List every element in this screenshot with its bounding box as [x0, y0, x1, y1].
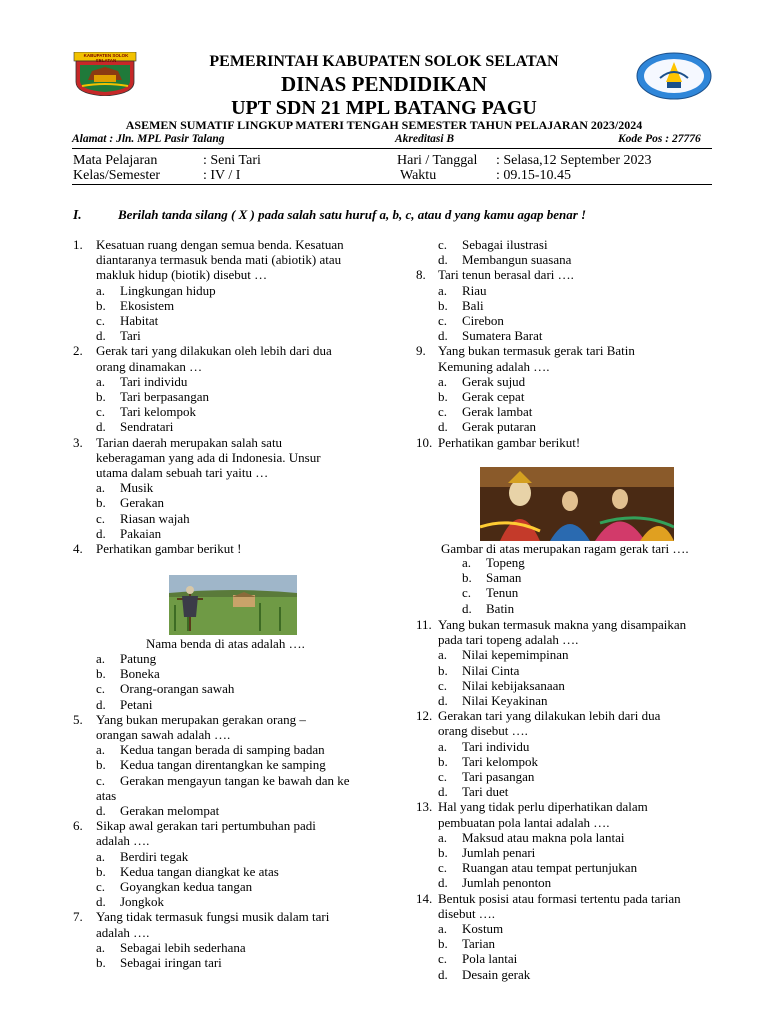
option-letter: b. — [96, 495, 106, 511]
option-letter: d. — [438, 875, 448, 891]
question-text: keberagaman yang ada di Indonesia. Unsur — [96, 449, 321, 465]
question-number: 10. — [416, 434, 433, 450]
option-letter: c. — [96, 404, 106, 420]
option-text: Desain gerak — [462, 966, 531, 982]
question-text: Gerak tari yang dilakukan oleh lebih dari dua — [96, 343, 332, 359]
time-label: Waktu — [400, 168, 437, 183]
option-letter: b. — [96, 863, 106, 879]
option-text: Patung — [120, 651, 157, 666]
question-text: Gerakan tari yang dilakukan lebih dari dua — [438, 708, 661, 724]
question-text: Tari tenun berasal dari …. — [438, 267, 574, 283]
option-text: Membangun suasana — [462, 252, 572, 268]
header-assessment-title: ASEMEN SUMATIF LINGKUP MATERI TENGAH SEMESTER TAHUN PELAJARAN 2023/2024 — [125, 118, 643, 132]
option-letter: d. — [96, 894, 106, 910]
question-text: Hal yang tidak perlu diperhatikan dalam — [438, 799, 648, 815]
question-text: pada tari topeng adalah …. — [438, 632, 579, 648]
question-text: Yang bukan merupakan gerakan orang – — [96, 711, 306, 727]
option-letter: d. — [96, 696, 106, 712]
question-text: adalah …. — [96, 833, 150, 849]
option-text: Tari kelompok — [462, 753, 538, 769]
question-text: Tarian daerah merupakan salah satu — [96, 434, 283, 450]
option-letter: a. — [96, 480, 106, 496]
option-text: Riau — [462, 282, 487, 298]
option-letter: c. — [462, 585, 472, 601]
header-address: Alamat : Jln. MPL Pasir Talang — [72, 133, 225, 145]
option-text: Tari duet — [462, 784, 509, 800]
option-letter: b. — [96, 666, 106, 682]
option-letter: c. — [438, 677, 448, 693]
scarecrow-photo — [169, 575, 297, 635]
question-number: 2. — [73, 343, 83, 359]
option-text: Saman — [486, 570, 522, 586]
question-text: makluk hidup (biotik) disebut … — [96, 267, 268, 283]
option-letter: c. — [438, 951, 448, 967]
question-text: Kesatuan ruang dengan semua benda. Kesatuan — [96, 237, 344, 252]
option-text: Sendratari — [120, 419, 174, 435]
class-label: Kelas/Semester — [73, 168, 161, 183]
option-letter: a. — [462, 555, 472, 570]
option-letter: d. — [96, 525, 106, 541]
subject-value: : Seni Tari — [203, 153, 261, 168]
option-text: Pakaian — [120, 525, 162, 541]
option-text: Jumlah penonton — [462, 875, 552, 891]
question-text: Yang tidak termasuk fungsi musik dalam tari — [96, 909, 330, 925]
option-text: Berdiri tegak — [120, 848, 189, 864]
option-letter: d. — [438, 693, 448, 708]
option-letter: a. — [96, 651, 106, 666]
option-letter: c. — [438, 237, 448, 252]
option-text: Sebagai lebih sederhana — [120, 939, 246, 955]
option-text: Jumlah penari — [462, 845, 536, 860]
option-text: Tari pasangan — [462, 769, 535, 784]
mask-dance-image-icon — [480, 467, 674, 541]
question-text: adalah …. — [96, 924, 150, 940]
option-text: Kedua tangan berada di samping badan — [120, 742, 325, 758]
question-text: utama dalam sebuah tari yaitu … — [96, 465, 269, 480]
option-text: Ekosistem — [120, 297, 175, 313]
option-text: Kostum — [462, 921, 504, 936]
option-text: Gerak cepat — [462, 389, 525, 404]
question-number: 4. — [73, 541, 83, 556]
option-letter: c. — [96, 313, 106, 328]
option-text: Bali — [462, 297, 484, 313]
option-letter: d. — [96, 328, 106, 344]
header-accreditation: Akreditasi B — [395, 133, 455, 145]
option-text: Tari berpasangan — [120, 389, 209, 404]
option-text: Tari — [120, 328, 141, 344]
option-text: Maksud atau makna pola lantai — [462, 829, 625, 845]
time-value: : 09.15-10.45 — [496, 168, 572, 183]
day-label: Hari / Tanggal — [397, 153, 478, 168]
section-number: I. — [73, 207, 82, 222]
question-number: 11. — [416, 617, 432, 632]
question-number: 13. — [416, 799, 433, 815]
option-text: Kedua tangan direntangkan ke samping — [120, 757, 326, 773]
question-text: Sikap awal gerakan tari pertumbuhan padi — [96, 818, 316, 834]
option-letter: a. — [96, 848, 106, 864]
option-letter: c. — [96, 510, 106, 526]
option-letter: b. — [438, 753, 448, 769]
option-letter: a. — [438, 647, 448, 663]
question-text: atas — [96, 787, 117, 803]
option-text: Tenun — [486, 585, 519, 601]
header-school: UPT SDN 21 MPL BATANG PAGU — [231, 97, 537, 119]
option-letter: b. — [438, 662, 448, 678]
class-value: : IV / I — [203, 168, 241, 183]
option-text: Cirebon — [462, 313, 504, 328]
question-number: 9. — [416, 343, 426, 359]
option-text: Gerak sujud — [462, 373, 526, 389]
mask-dance-photo — [480, 467, 674, 541]
option-text: Nilai Keyakinan — [462, 693, 548, 708]
option-text: Ruangan atau tempat pertunjukan — [462, 860, 638, 876]
subject-label: Mata Pelajaran — [73, 153, 158, 168]
option-text: Gerak lambat — [462, 404, 533, 420]
section-instruction: Berilah tanda silang ( X ) pada salah satu huruf a, b, c, atau d yang kamu agap benar ! — [118, 207, 587, 222]
question-text: Kemuning adalah …. — [438, 358, 550, 374]
option-text: Pola lantai — [462, 951, 518, 967]
option-letter: a. — [438, 829, 448, 845]
option-text: Orang-orangan sawah — [120, 681, 235, 697]
option-text: Jongkok — [120, 894, 165, 910]
option-letter: b. — [96, 757, 106, 773]
question-text: Perhatikan gambar berikut ! — [96, 541, 242, 556]
option-letter: a. — [438, 282, 448, 298]
option-text: Sumatera Barat — [462, 328, 543, 344]
option-text: Gerakan melompat — [120, 803, 220, 818]
option-letter: a. — [438, 921, 448, 936]
question-text: Yang bukan termasuk makna yang disampaikan — [438, 617, 687, 632]
left-question-column — [0, 0, 1, 1]
header-postal-code: Kode Pos : 27776 — [618, 133, 701, 145]
option-letter: b. — [462, 570, 472, 586]
day-value: : Selasa,12 September 2023 — [496, 153, 652, 168]
option-letter: b. — [96, 955, 106, 970]
question-text: Perhatikan gambar berikut! — [438, 434, 581, 450]
option-letter: c. — [96, 681, 106, 697]
option-letter: c. — [438, 404, 448, 420]
option-text: Lingkungan hidup — [120, 282, 216, 298]
option-letter: c. — [96, 879, 106, 894]
logo-text: KABUPATEN SOLOK SELATAN — [83, 53, 129, 63]
option-letter: a. — [96, 939, 106, 955]
info-divider — [72, 184, 712, 185]
option-text: Nilai kepemimpinan — [462, 647, 569, 663]
option-text: Gerak putaran — [462, 419, 536, 435]
option-text: Petani — [120, 696, 153, 712]
option-letter: d. — [438, 419, 448, 435]
option-text: Sebagai iringan tari — [120, 955, 222, 970]
question-number: 12. — [416, 708, 433, 724]
option-text: Riasan wajah — [120, 510, 190, 526]
question-text: orang disebut …. — [438, 723, 528, 739]
option-letter: b. — [96, 297, 106, 313]
image-caption-left: Nama benda di atas adalah …. — [146, 636, 305, 651]
option-letter: d. — [438, 328, 448, 344]
option-text: Tari individu — [462, 738, 530, 754]
question-number: 7. — [73, 909, 83, 925]
option-letter: d. — [438, 784, 448, 800]
option-text: Gerakan mengayun tangan ke bawah dan ke — [120, 772, 350, 788]
option-text: Tari kelompok — [120, 404, 196, 420]
header-government: PEMERINTAH KABUPATEN SOLOK SELATAN — [209, 53, 559, 70]
image-caption-right: Gambar di atas merupakan ragam gerak tari …. — [441, 541, 689, 556]
option-text: Gerakan — [120, 495, 165, 511]
option-text: Goyangkan kedua tangan — [120, 879, 253, 894]
option-letter: c. — [438, 860, 448, 876]
option-text: Nilai Cinta — [462, 662, 520, 678]
option-letter: d. — [96, 419, 106, 435]
question-text: diantaranya termasuk benda mati (abiotik) atau — [96, 252, 342, 268]
question-text: orang dinamakan … — [96, 358, 203, 374]
option-text: Boneka — [120, 666, 160, 682]
option-letter: c. — [96, 772, 106, 788]
option-text: Sebagai ilustrasi — [462, 237, 548, 252]
option-text: Topeng — [486, 555, 525, 570]
option-letter: a. — [438, 738, 448, 754]
option-text: Batin — [486, 600, 515, 616]
option-letter: a. — [96, 742, 106, 758]
option-letter: a. — [96, 373, 106, 389]
option-letter: a. — [96, 282, 106, 298]
question-text: orangan sawah adalah …. — [96, 727, 231, 742]
option-text: Habitat — [120, 313, 159, 328]
question-text: disebut …. — [438, 905, 496, 921]
option-letter: b. — [438, 389, 448, 404]
scarecrow-field-image-icon — [169, 575, 297, 635]
option-letter: c. — [438, 769, 448, 784]
option-text: Musik — [120, 480, 154, 496]
option-letter: b. — [438, 845, 448, 860]
option-letter: d. — [96, 803, 106, 818]
option-text: Nilai kebijaksanaan — [462, 677, 565, 693]
question-number: 1. — [73, 237, 83, 252]
option-letter: b. — [438, 297, 448, 313]
question-text: Yang bukan termasuk gerak tari Batin — [438, 343, 635, 359]
question-number: 6. — [73, 818, 83, 834]
option-letter: c. — [438, 313, 448, 328]
question-number: 5. — [73, 711, 83, 727]
option-text: Tarian — [462, 936, 496, 952]
question-number: 8. — [416, 267, 426, 283]
option-letter: a. — [438, 373, 448, 389]
option-letter: b. — [438, 936, 448, 952]
option-text: Tari individu — [120, 373, 188, 389]
question-number: 3. — [73, 434, 83, 450]
option-letter: d. — [438, 966, 448, 982]
option-letter: b. — [96, 389, 106, 404]
question-number: 14. — [416, 890, 433, 906]
header-agency: DINAS PENDIDIKAN — [281, 72, 487, 96]
question-text: pembuatan pola lantai adalah …. — [438, 814, 610, 830]
header-divider — [72, 148, 712, 149]
option-letter: d. — [438, 252, 448, 268]
option-text: Kedua tangan diangkat ke atas — [120, 863, 279, 879]
question-text: Bentuk posisi atau formasi tertentu pada tarian — [438, 890, 681, 906]
option-letter: d. — [462, 600, 472, 616]
